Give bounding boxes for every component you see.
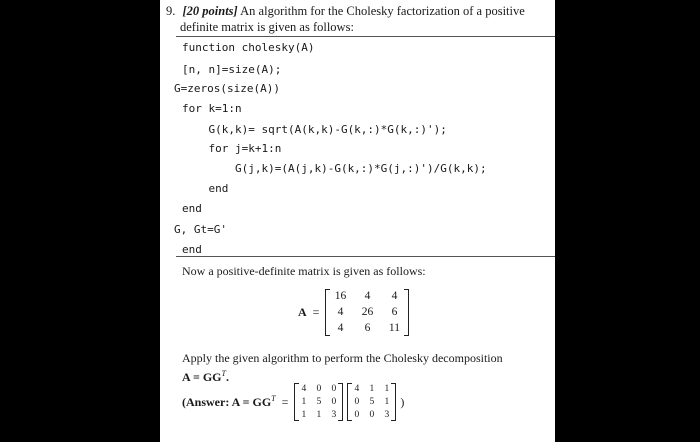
- matrix-G-cell: 4: [301, 384, 307, 394]
- matrix-GT: [347, 383, 396, 421]
- answer-equation: [182, 383, 404, 421]
- answer-close-paren: ): [400, 394, 405, 409]
- answer-equals: =: [281, 394, 289, 409]
- answer-label: [182, 394, 276, 410]
- problem-line-1: An algorithm for the Cholesky factorization of a positive: [240, 4, 525, 18]
- problem-number: 9.: [166, 4, 176, 18]
- matrix-G-cell: 1: [316, 410, 322, 420]
- equals-sign: =: [312, 305, 320, 319]
- matrix-GT-cell: 3: [384, 410, 390, 420]
- matrix-GT-cell: 4: [354, 384, 360, 394]
- code-line-4: for k=1:n: [182, 102, 242, 115]
- code-line-3: G=zeros(size(A)): [174, 82, 280, 95]
- bottom-rule: [176, 256, 556, 257]
- code-line-1: function cholesky(A): [182, 41, 315, 54]
- code-line-9: end: [182, 202, 202, 215]
- matrix-GT-cell: 1: [369, 384, 375, 394]
- code-line-10: G, Gt=G': [174, 223, 227, 236]
- answer-label-text: (Answer: A = GG: [182, 395, 272, 409]
- code-line-6: for j=k+1:n: [182, 142, 282, 155]
- matrix-GT-cell: 0: [369, 410, 375, 420]
- code-line-5: G(k,k)= sqrt(A(k,k)-G(k,:)*G(k,:)');: [182, 123, 447, 136]
- matrix-G-cell: 5: [316, 397, 322, 407]
- matrix-G-cell: 0: [316, 384, 322, 394]
- matrix-A-cell: 4: [364, 290, 371, 302]
- matrix-GT-cell: 5: [369, 397, 375, 407]
- matrix-G-cell: 0: [331, 397, 337, 407]
- code-line-11: end: [182, 243, 202, 256]
- matrix-GT-cell: 1: [384, 384, 390, 394]
- matrix-A-cell: 26: [361, 306, 374, 318]
- matrix-A-cell: 4: [337, 322, 344, 334]
- matrix-A-cell: 4: [391, 290, 398, 302]
- problem-line-2: definite matrix is given as follows:: [180, 20, 354, 34]
- matrix-A-cell: 16: [334, 290, 347, 302]
- matrix-A: [325, 289, 409, 336]
- matrix-A-cell: 6: [391, 306, 398, 318]
- apply-period: .: [225, 370, 229, 384]
- code-line-2: [n, n]=size(A);: [182, 63, 282, 76]
- intro-text: Now a positive-definite matrix is given as follows:: [182, 264, 426, 278]
- problem-points: [20 points]: [182, 4, 238, 18]
- matrix-A-equation: [298, 289, 409, 336]
- apply-superscript: T: [221, 369, 226, 378]
- matrix-G-cell: 0: [331, 384, 337, 394]
- document-sheet: [160, 0, 555, 442]
- matrix-G-cell: 1: [301, 397, 307, 407]
- matrix-A-label: A: [298, 305, 307, 319]
- problem-header: [166, 3, 546, 35]
- left-dark-border: [0, 0, 160, 442]
- code-line-8: end: [182, 182, 229, 195]
- right-dark-border: [555, 0, 700, 442]
- apply-text-1: Apply the given algorithm to perform the Cholesky decomposition: [182, 351, 503, 365]
- matrix-G: [294, 383, 343, 421]
- top-rule: [176, 36, 556, 37]
- matrix-A-cell: 11: [388, 322, 400, 334]
- matrix-G-cell: 3: [331, 410, 337, 420]
- matrix-GT-cell: 1: [384, 397, 390, 407]
- matrix-A-cell: 6: [364, 322, 371, 334]
- matrix-GT-cell: 0: [354, 410, 360, 420]
- matrix-G-cell: 1: [301, 410, 307, 420]
- apply-formula: A = GG: [182, 370, 222, 384]
- matrix-GT-cell: 0: [354, 397, 360, 407]
- matrix-A-cell: 4: [337, 306, 344, 318]
- answer-superscript: T: [271, 394, 276, 403]
- code-line-7: G(j,k)=(A(j,k)-G(k,:)*G(j,:)')/G(k,k);: [182, 162, 487, 175]
